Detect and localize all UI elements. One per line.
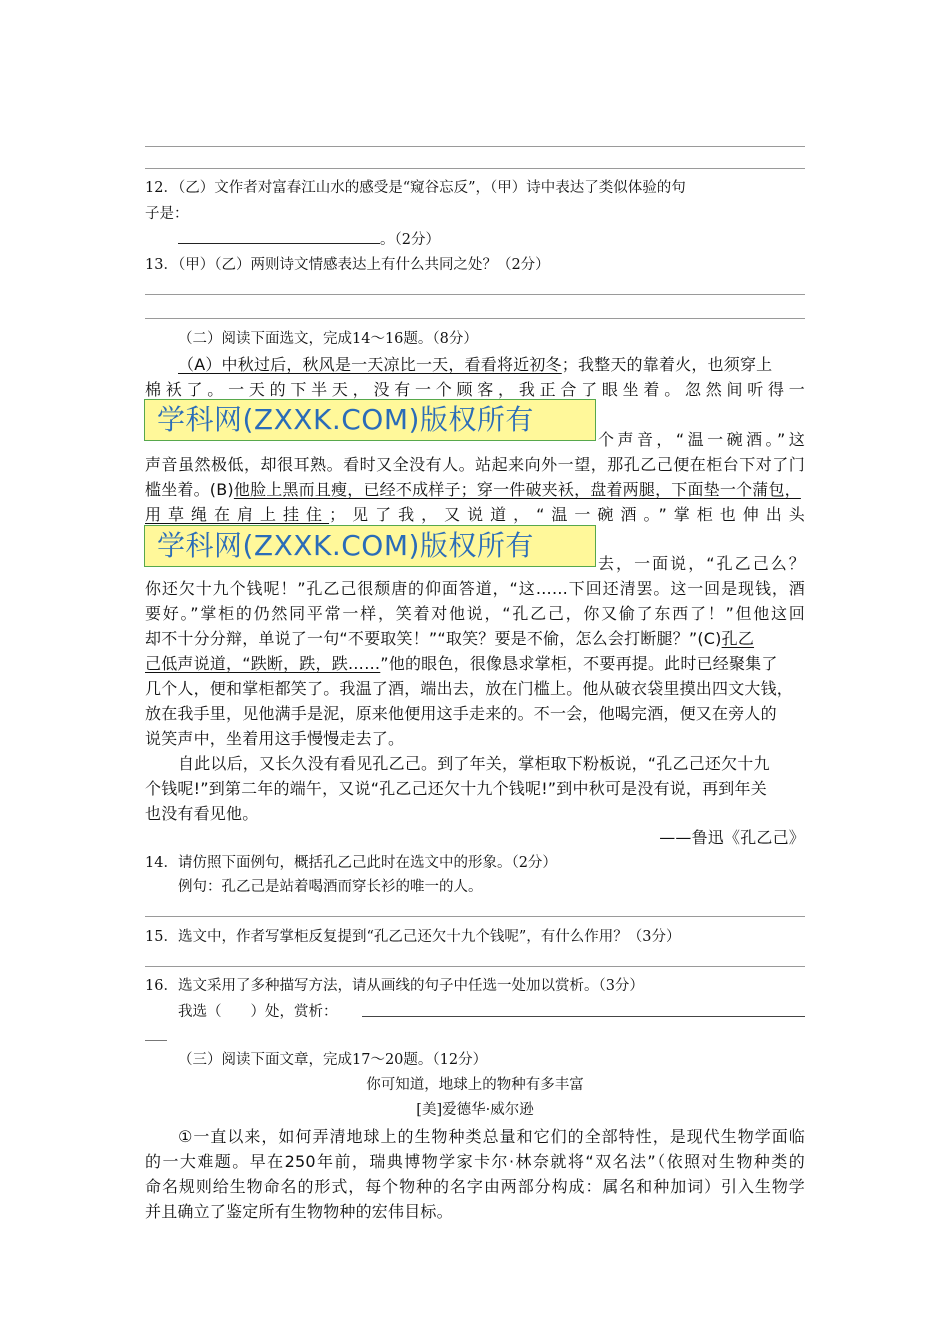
passage-line: 放在我手里，见他满手是泥，原来他便用这手走来的。不一会，他喝完酒，便又在旁人的 [145,704,777,723]
question-16: 16．选文采用了多种描写方法，请从画线的句子中任选一处加以赏析。（3分） [145,978,644,994]
article-line: 的一大难题。早在250年前，瑞典博物学家卡尔·林奈就将“双名法”（依照对生物种类的 [145,1152,805,1171]
article-author: [美]爱德华·威尔逊 [416,1102,534,1118]
passage-line: 声音虽然极低，却很耳熟。看时又全没有人。站起来向外一望，那孔乙己便在柜台下对了门 [145,455,805,474]
question-15: 15．选文中，作者写掌柜反复提到“孔乙己还欠十九个钱呢”，有什么作用？（3分） [145,929,681,945]
watermark-banner: 学科网(ZXXK.COM)版权所有 [144,399,596,441]
fill-blank[interactable] [178,229,380,244]
passage-line: 你还欠十九个钱呢！”孔乙己很颓唐的仰面答道，“这……下回还清罢。这一回是现钱，酒 [145,579,805,598]
underlined-sentence-c: 孔乙 [721,629,755,648]
question-16-answer-row [178,1000,338,1021]
answer-line [145,966,805,967]
question-14-example: 例句：孔乙己是站着喝酒而穿长衫的唯一的人。 [178,879,483,895]
answer-line [145,146,805,147]
passage-line: 说笑声中，坐着用这手慢慢走去了。 [145,729,405,748]
question-12-cont: 子是： [145,206,189,222]
watermark-banner: 学科网(ZXXK.COM)版权所有 [144,525,596,567]
question-14: 14．请仿照下面例句，概括孔乙己此时在选文中的形象。（2分） [145,855,557,871]
passage-source: ——鲁迅《孔乙己》 [659,828,805,847]
article-line: 命名规则给生物命名的形式，每个物种的名字由两部分构成：属名和种加词）引入生物学 [145,1177,805,1196]
passage-line: 却不十分分辩，单说了一句“不要取笑！”“取笑？要是不偷，怎么会打断腿？”(C)孔乙 [145,629,755,648]
article-title: 你可知道，地球上的物种有多丰富 [366,1077,584,1093]
section2-header: （二）阅读下面选文，完成14～16题。（8分） [178,331,478,347]
answer-line [145,916,805,917]
underlined-sentence-a: （A）中秋过后，秋风是一天凉比一天，看看将近初冬 [178,355,562,374]
passage-line: 个声音，“温一碗酒。”这 [598,430,805,449]
answer-line [145,294,805,295]
section3-header: （三）阅读下面文章，完成17～20题。（12分） [178,1052,488,1068]
question-12-score: 。（2分） [380,232,440,248]
underlined-sentence-b-cont: 用草绳在肩上挂住 [145,505,330,524]
article-line: 并且确立了鉴定所有生物物种的宏伟目标。 [145,1202,453,1221]
answer-line[interactable] [362,1016,805,1017]
article-line: ①一直以来，如何弄清地球上的生物种类总量和它们的全部特性，是现代生物学面临 [178,1127,805,1146]
passage-line: 个钱呢!”到第二年的端午，又说“孔乙己还欠十九个钱呢!”到中秋可是没有说，再到年关 [145,779,767,798]
question-13: 13．（甲）（乙）两则诗文情感表达上有什么共同之处？（2分） [145,257,550,273]
passage-line: 己低声说道，“跌断，跌，跌……”他的眼色，很像恳求掌柜，不要再提。此时已经聚集了 [145,654,778,673]
passage-line: 去，一面说，“孔乙己么？ [598,554,805,573]
passage-line: 要好。”掌柜的仍然同平常一样，笑着对他说，“孔乙己，你又偷了东西了！”但他这回 [145,604,805,623]
answer-line [145,318,805,319]
question-12-blank-row [178,228,440,249]
passage-line: 槛坐着。(B)他脸上黑而且瘦，已经不成样子；穿一件破夹袄，盘着两腿，下面垫一个蒲包， [145,480,801,499]
question-12: 12．（乙）文作者对富春江山水的感受是“窥谷忘反”，（甲）诗中表达了类似体验的句 [145,180,686,196]
passage-line: 棉袄了。一天的下半天，没有一个顾客，我正合了眼坐着。忽然间听得一 [145,380,805,399]
passage-line: 用草绳在肩上挂住；见了我，又说道，“温一碗酒。”掌柜也伸出头 [145,505,805,524]
passage-line: 几个人，便和掌柜都笑了。我温了酒，端出去，放在门槛上。他从破衣袋里摸出四文大钱， [145,679,794,698]
passage-line: 也没有看见他。 [145,804,259,823]
underlined-sentence-b: 他脸上黑而且瘦，已经不成样子；穿一件破夹袄，盘着两腿，下面垫一个蒲包， [233,480,801,499]
answer-line-stub [145,1040,167,1041]
underlined-sentence-c-cont: 己低声说道，“跌断，跌，跌…… [145,654,381,673]
passage-line: （A）中秋过后，秋风是一天凉比一天，看看将近初冬；我整天的靠着火，也须穿上 [178,355,773,374]
answer-line [145,168,805,169]
passage-line: 自此以后，又长久没有看见孔乙己。到了年关，掌柜取下粉板说，“孔乙己还欠十九 [178,754,770,773]
question-16-prompt: 我选（ ）处，赏析： [178,1004,338,1020]
